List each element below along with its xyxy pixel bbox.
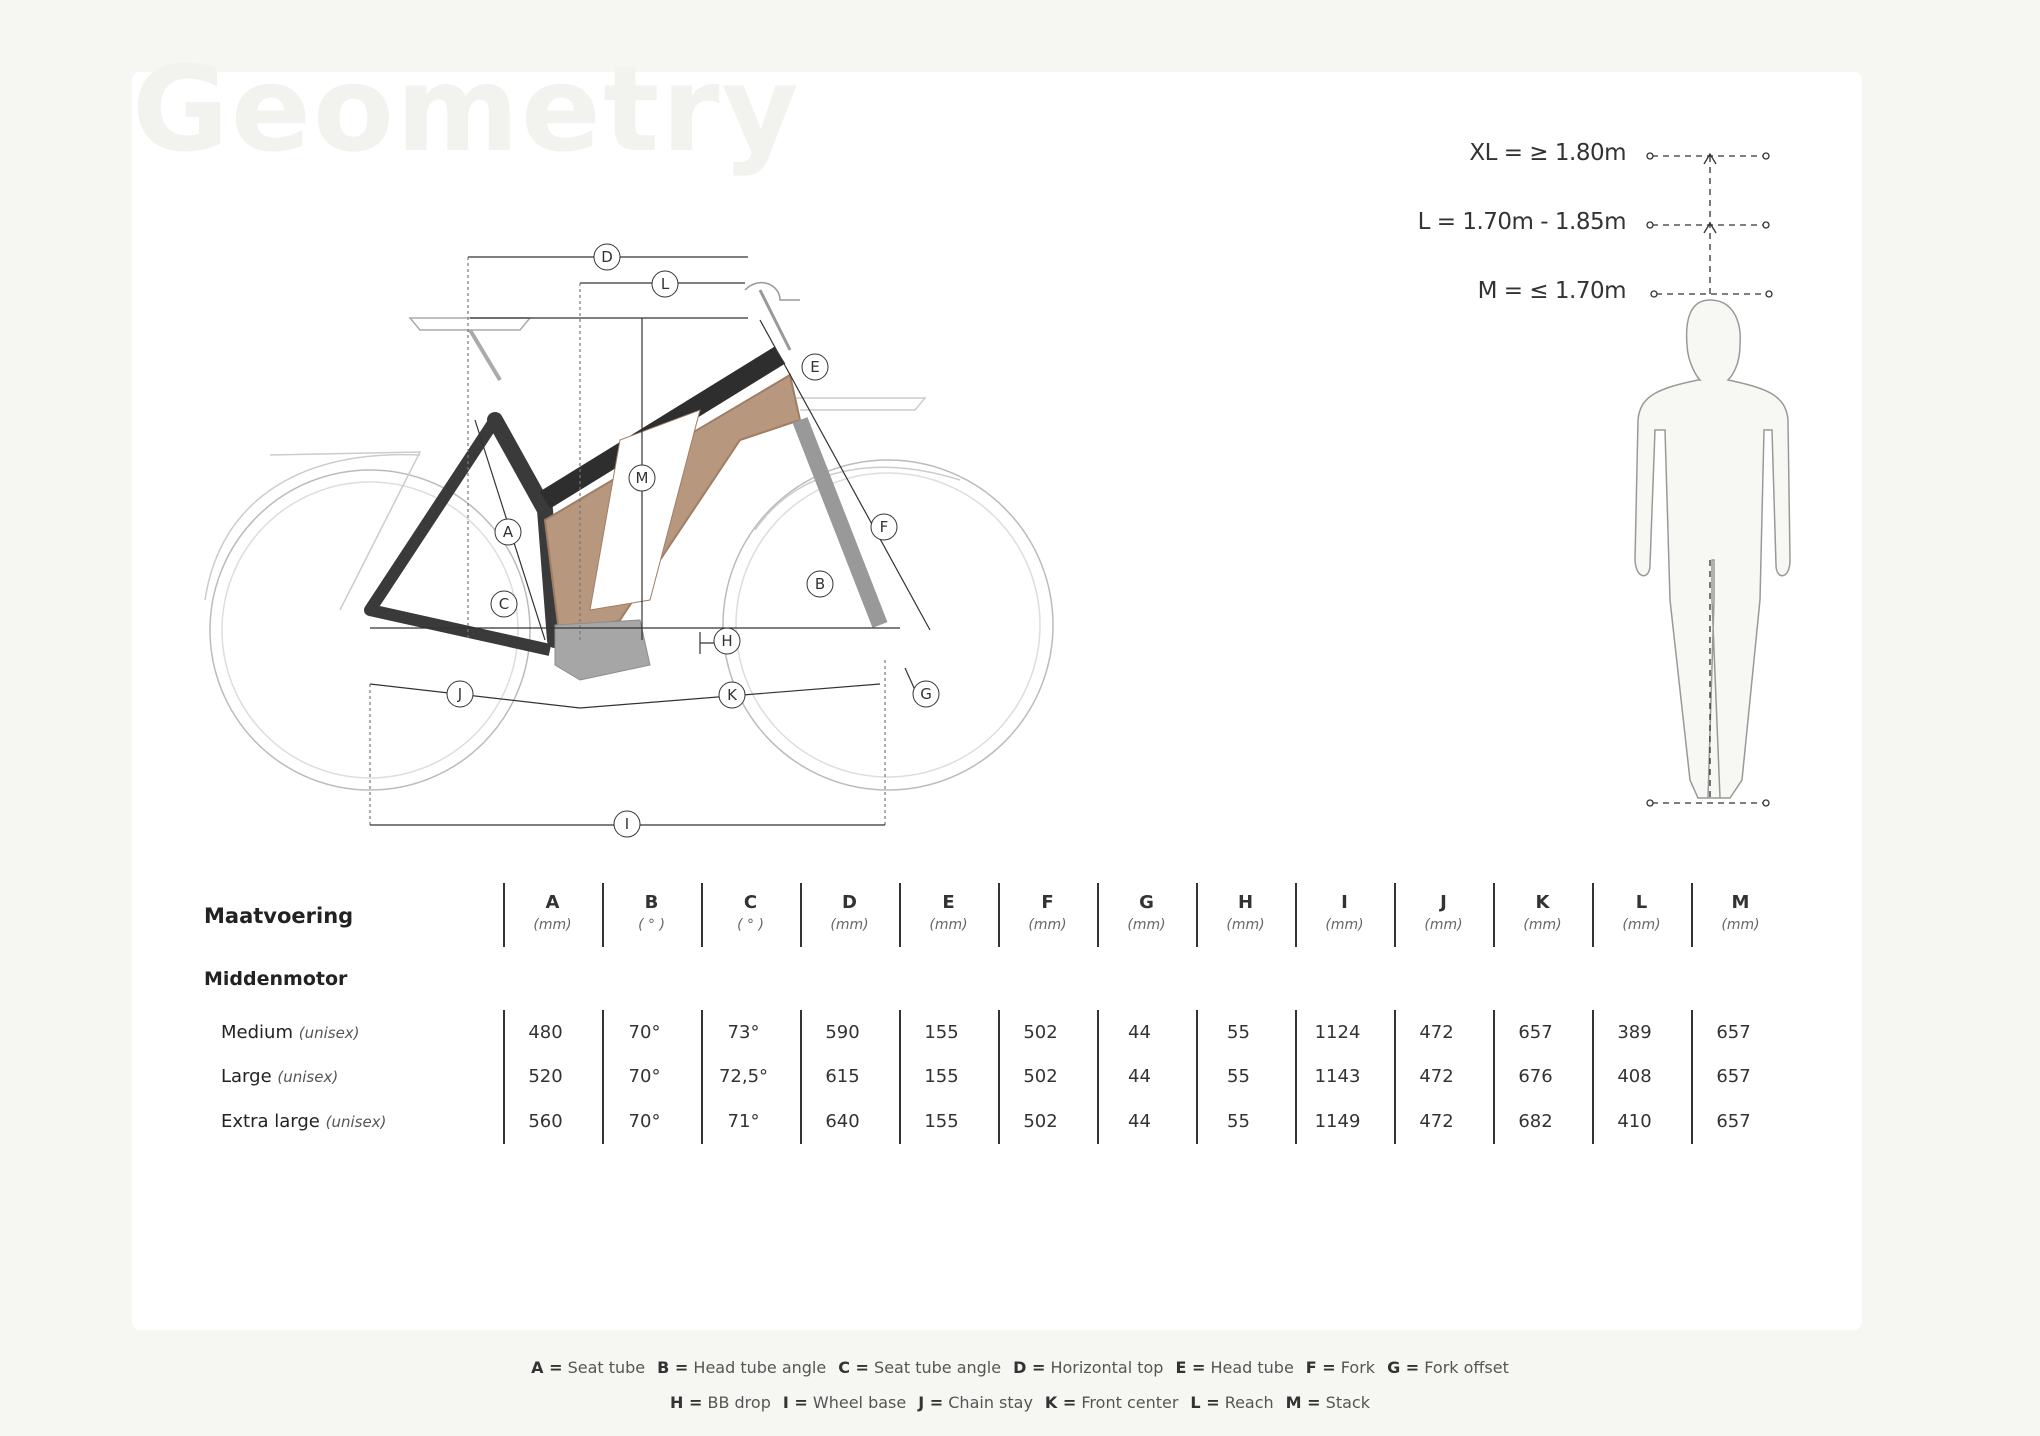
header-divider xyxy=(1493,883,1495,947)
table-cell: 657 xyxy=(1716,1111,1751,1132)
column-letter: K xyxy=(1535,892,1550,913)
legend-item: C = Seat tube angle xyxy=(838,1358,1002,1377)
motor xyxy=(555,620,650,680)
table-cell: 70° xyxy=(628,1022,661,1043)
column-header-c xyxy=(701,892,800,933)
column-unit: (mm) xyxy=(830,917,869,933)
table-cell: 55 xyxy=(1227,1066,1250,1087)
column-letter: E xyxy=(942,892,955,913)
table-cell: 44 xyxy=(1128,1111,1151,1132)
header-divider xyxy=(1295,883,1297,947)
marker-d xyxy=(594,244,620,270)
column-header-l xyxy=(1592,892,1691,933)
page-title: Geometry xyxy=(132,40,801,178)
column-letter: L xyxy=(1635,892,1648,913)
column-header-i xyxy=(1295,892,1394,933)
legend-item: K = Front center xyxy=(1044,1393,1179,1412)
marker-a xyxy=(495,519,521,545)
column-letter: H xyxy=(1237,892,1254,913)
table-cell: 502 xyxy=(1023,1066,1058,1087)
header-divider xyxy=(1394,883,1396,947)
column-letter: D xyxy=(842,892,857,913)
column-unit: (mm) xyxy=(1721,917,1760,933)
legend-item: L = Reach xyxy=(1190,1393,1274,1412)
table-cell: 70° xyxy=(628,1066,661,1087)
table-cell: 520 xyxy=(528,1066,563,1087)
svg-text:C: C xyxy=(498,595,510,613)
table-cell: 71° xyxy=(727,1111,760,1132)
column-letter: A xyxy=(545,892,560,913)
header-divider xyxy=(899,883,901,947)
column-unit: (mm) xyxy=(1127,917,1166,933)
table-cell: 676 xyxy=(1518,1066,1553,1087)
column-header-f xyxy=(998,892,1097,933)
marker-e xyxy=(802,354,828,380)
column-letter: J xyxy=(1440,892,1447,913)
legend-item: I = Wheel base xyxy=(782,1393,907,1412)
table-cell: 472 xyxy=(1419,1066,1454,1087)
table-cell: 657 xyxy=(1716,1022,1751,1043)
column-header-a xyxy=(503,892,602,933)
table-cell: 480 xyxy=(528,1022,563,1043)
column-unit: (mm) xyxy=(533,917,572,933)
legend-item: D = Horizontal top xyxy=(1013,1358,1164,1377)
table-cell: 1124 xyxy=(1314,1022,1361,1043)
header-divider xyxy=(1592,883,1594,947)
column-unit: (mm) xyxy=(1325,917,1364,933)
legend-item: J = Chain stay xyxy=(918,1393,1033,1412)
column-unit: ( ° ) xyxy=(737,917,764,933)
table-cell: 590 xyxy=(825,1022,860,1043)
marker-k xyxy=(719,682,745,708)
height-label-xl: XL = ≥ 1.80m xyxy=(1469,140,1626,166)
legend-item: G = Fork offset xyxy=(1387,1358,1509,1377)
legend-item: F = Fork xyxy=(1305,1358,1376,1377)
table-cell: 73° xyxy=(727,1022,760,1043)
table-cell: 70° xyxy=(628,1111,661,1132)
table-row-label: Large (unisex) xyxy=(221,1066,339,1087)
legend-item: A = Seat tube xyxy=(531,1358,646,1377)
table-cell: 472 xyxy=(1419,1022,1454,1043)
legend-line-2 xyxy=(0,1393,2040,1412)
column-unit: (mm) xyxy=(1622,917,1661,933)
table-cell: 560 xyxy=(528,1111,563,1132)
marker-g xyxy=(913,681,939,707)
table-cell: 640 xyxy=(825,1111,860,1132)
table-row-label: Medium (unisex) xyxy=(221,1022,360,1043)
svg-text:K: K xyxy=(727,686,737,704)
legend-line-1 xyxy=(0,1358,2040,1377)
column-unit: (mm) xyxy=(1523,917,1562,933)
legend-item: B = Head tube angle xyxy=(657,1358,827,1377)
marker-h xyxy=(714,628,740,654)
column-unit: (mm) xyxy=(1028,917,1067,933)
svg-text:D: D xyxy=(601,248,613,266)
svg-text:F: F xyxy=(879,518,889,536)
column-header-d xyxy=(800,892,899,933)
table-cell: 410 xyxy=(1617,1111,1652,1132)
header-divider xyxy=(602,883,604,947)
column-header-m xyxy=(1691,892,1790,933)
table-cell: 657 xyxy=(1518,1022,1553,1043)
column-letter: M xyxy=(1731,892,1750,913)
table-cell: 155 xyxy=(924,1066,959,1087)
column-header-g xyxy=(1097,892,1196,933)
table-row-label: Extra large (unisex) xyxy=(221,1111,387,1132)
header-divider xyxy=(998,883,1000,947)
column-letter: C xyxy=(743,892,758,913)
marker-f xyxy=(871,514,897,540)
height-label-l: L = 1.70m - 1.85m xyxy=(1417,209,1626,235)
marker-j xyxy=(447,681,473,707)
column-unit: ( ° ) xyxy=(638,917,665,933)
marker-m xyxy=(629,465,655,491)
svg-text:G: G xyxy=(920,685,932,703)
svg-text:J: J xyxy=(457,685,463,703)
table-cell: 682 xyxy=(1518,1111,1553,1132)
table-cell: 72,5° xyxy=(718,1066,769,1087)
svg-text:A: A xyxy=(502,523,514,541)
table-cell: 472 xyxy=(1419,1111,1454,1132)
svg-text:I: I xyxy=(624,815,630,833)
table-cell: 1149 xyxy=(1314,1111,1361,1132)
table-cell: 615 xyxy=(825,1066,860,1087)
svg-text:H: H xyxy=(721,632,733,650)
marker-i xyxy=(614,811,640,837)
header-divider xyxy=(1196,883,1198,947)
table-cell: 55 xyxy=(1227,1111,1250,1132)
table-group: Middenmotor xyxy=(204,968,348,990)
table-cell: 1143 xyxy=(1314,1066,1361,1087)
table-cell: 408 xyxy=(1617,1066,1652,1087)
column-header-j xyxy=(1394,892,1493,933)
table-cell: 502 xyxy=(1023,1022,1058,1043)
column-header-e xyxy=(899,892,998,933)
svg-text:B: B xyxy=(814,575,826,593)
header-divider xyxy=(1097,883,1099,947)
header-divider xyxy=(800,883,802,947)
svg-text:L: L xyxy=(660,275,670,293)
table-cell: 657 xyxy=(1716,1066,1751,1087)
column-unit: (mm) xyxy=(1424,917,1463,933)
marker-b xyxy=(807,571,833,597)
legend-item: H = BB drop xyxy=(670,1393,771,1412)
column-letter: B xyxy=(644,892,659,913)
column-header-h xyxy=(1196,892,1295,933)
table-cell: 55 xyxy=(1227,1022,1250,1043)
column-unit: (mm) xyxy=(1226,917,1265,933)
table-cell: 44 xyxy=(1128,1066,1151,1087)
column-unit: (mm) xyxy=(929,917,968,933)
column-header-k xyxy=(1493,892,1592,933)
column-letter: G xyxy=(1139,892,1154,913)
marker-c xyxy=(491,591,517,617)
table-cell: 389 xyxy=(1617,1022,1652,1043)
svg-text:M: M xyxy=(635,469,649,487)
table-cell: 44 xyxy=(1128,1022,1151,1043)
table-cell: 155 xyxy=(924,1111,959,1132)
marker-l xyxy=(652,271,678,297)
header-divider xyxy=(503,883,505,947)
table-cell: 502 xyxy=(1023,1111,1058,1132)
column-letter: F xyxy=(1041,892,1054,913)
table-title: Maatvoering xyxy=(204,904,354,928)
svg-text:E: E xyxy=(810,358,820,376)
table-cell: 155 xyxy=(924,1022,959,1043)
legend-item: E = Head tube xyxy=(1175,1358,1294,1377)
legend-item: M = Stack xyxy=(1285,1393,1370,1412)
header-divider xyxy=(1691,883,1693,947)
column-letter: I xyxy=(1341,892,1348,913)
height-label-m: M = ≤ 1.70m xyxy=(1477,278,1626,304)
person-silhouette xyxy=(1635,300,1790,798)
header-divider xyxy=(701,883,703,947)
column-header-b xyxy=(602,892,701,933)
